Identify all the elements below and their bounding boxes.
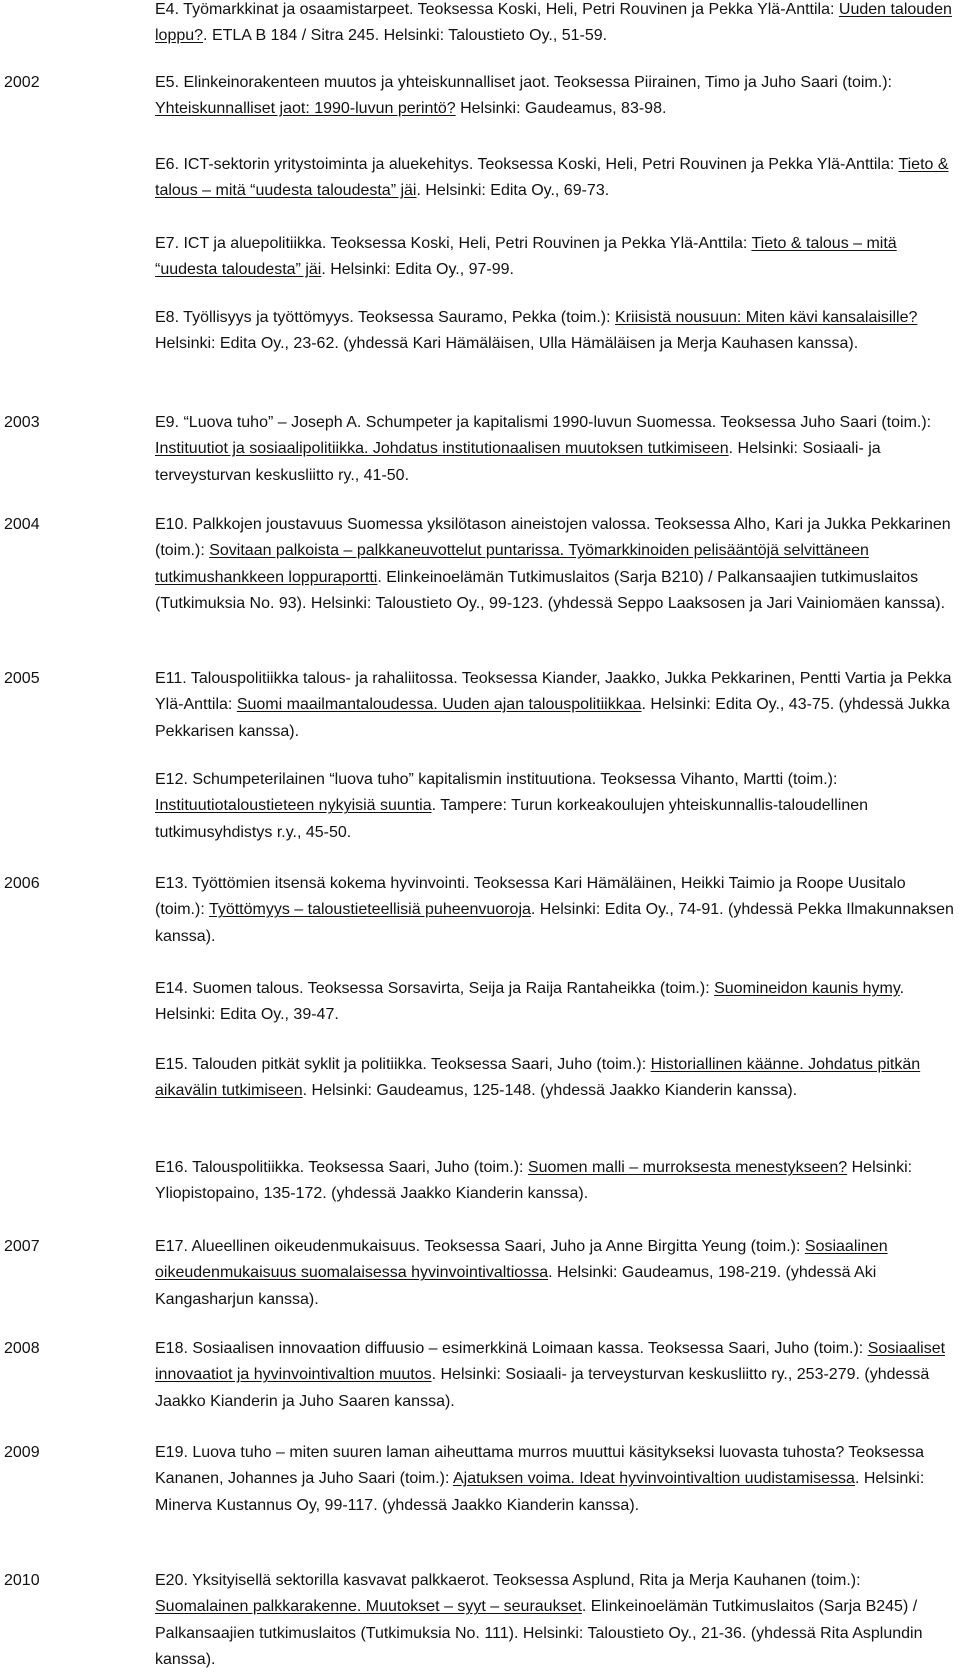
entry-text: E5. Elinkeinorakenteen muutos ja yhteiskunnalliset jaot. Teoksessa Piirainen, Timo ja Juho Saari (toim.): Yhteiskunnalliset jaot: 1990-luvun perintö? Helsinki: Gaudeamus, 83-98.	[155, 74, 892, 118]
entry-text: E10. Palkkojen joustavuus Suomessa yksilötason aineistojen valossa. Teoksessa Alho, Kari ja Jukka Pekkarinen (toim.): Sovitaan palkoista – palkkaneuvottelut puntarissa. Työmarkkinoiden pelisääntöjä selvittäneen tutkimushankkeen loppuraportti. Elinkeinoelämän Tutkimuslaitos (Sarja B210) / Palkansaajien tutkimuslaitos (Tutkimuksia No. 93). Helsinki: Taloustieto Oy., 99-123. (yhdessä Seppo Laaksosen ja Jari Vainiomäen kanssa).	[155, 516, 951, 612]
entry-text: E17. Alueellinen oikeudenmukaisuus. Teoksessa Saari, Juho ja Anne Birgitta Yeung (toim.): Sosiaalinen oikeudenmukaisuus suomalaisessa hyvinvointivaltiossa. Helsinki: Gaudeamus, 198-219. (yhdessä Aki Kangasharjun kanssa).	[155, 1238, 888, 1308]
entry-text: E6. ICT-sektorin yritystoiminta ja aluekehitys. Teoksessa Koski, Heli, Petri Rouvinen ja Pekka Ylä-Anttila: Tieto & talous – mitä “uudesta taloudesta” jäi. Helsinki: Edita Oy., 69-73.	[155, 156, 949, 200]
entry-text: E14. Suomen talous. Teoksessa Sorsavirta, Seija ja Raija Rantaheikka (toim.): Suomineidon kaunis hymy. Helsinki: Edita Oy., 39-47.	[155, 980, 905, 1024]
entry-text: E8. Työllisyys ja työttömyys. Teoksessa Sauramo, Pekka (toim.): Kriisistä nousuun: Miten kävi kansalaisille? Helsinki: Edita Oy., 23-62. (yhdessä Kari Hämäläisen, Ulla Hämäläisen ja Merja Kauhasen kanssa).	[155, 309, 918, 353]
entry-text: E19. Luova tuho – miten suuren laman aiheuttama murros muuttui käsitykseksi luovasta tuhosta? Teoksessa Kananen, Johannes ja Juho Saari (toim.): Ajatuksen voima. Ideat hyvinvointivaltion uudistamisessa. Helsinki: Minerva Kustannus Oy, 99-117. (yhdessä Jaakko Kianderin kanssa).	[155, 1444, 925, 1514]
entry-year: 2010	[4, 1572, 40, 1589]
entry-year: 2004	[4, 516, 40, 533]
entry-year: 2009	[4, 1444, 40, 1461]
entry-year: 2003	[4, 414, 40, 431]
entry-text: E4. Työmarkkinat ja osaamistarpeet. Teoksessa Koski, Heli, Petri Rouvinen ja Pekka Ylä-Anttila: Uuden talouden loppu?. ETLA B 184 / Sitra 245. Helsinki: Taloustieto Oy., 51-59.	[155, 1, 952, 45]
entry-year: 2005	[4, 670, 40, 687]
entry-text: E12. Schumpeterilainen “luova tuho” kapitalismin instituutiona. Teoksessa Vihanto, Martti (toim.): Instituutiotaloustieteen nykyisiä suuntia. Tampere: Turun korkeakoulujen yhteiskunnallis-taloudellinen tutkimusyhdistys r.y., 45-50.	[155, 771, 869, 841]
entry-text: E16. Talouspolitiikka. Teoksessa Saari, Juho (toim.): Suomen malli – murroksesta menestykseen? Helsinki: Yliopistopaino, 135-172. (yhdessä Jaakko Kianderin kanssa).	[155, 1159, 913, 1203]
entry-text: E13. Työttömien itsensä kokema hyvinvointi. Teoksessa Kari Hämäläinen, Heikki Taimio ja Roope Uusitalo (toim.): Työttömyys – taloustieteellisiä puheenvuoroja. Helsinki: Edita Oy., 74-91. (yhdessä Pekka Ilmakunnaksen kanssa).	[155, 875, 954, 945]
entry-text: E7. ICT ja aluepolitiikka. Teoksessa Koski, Heli, Petri Rouvinen ja Pekka Ylä-Anttila: Tieto & talous – mitä “uudesta taloudesta” jäi. Helsinki: Edita Oy., 97-99.	[155, 235, 897, 279]
entry-year: 2007	[4, 1238, 40, 1255]
entry-text: E15. Talouden pitkät syklit ja politiikka. Teoksessa Saari, Juho (toim.): Historiallinen käänne. Johdatus pitkän aikavälin tutkimiseen. Helsinki: Gaudeamus, 125-148. (yhdessä Jaakko Kianderin kanssa).	[155, 1056, 921, 1100]
entry-year: 2008	[4, 1340, 40, 1357]
entry-text: E18. Sosiaalisen innovaation diffuusio – esimerkkinä Loimaan kassa. Teoksessa Saari, Juho (toim.): Sosiaaliset innovaatiot ja hyvinvointivaltion muutos. Helsinki: Sosiaali- ja terveysturvan keskusliitto ry., 253-279. (yhdessä Jaakko Kianderin ja Juho Saaren kanssa).	[155, 1340, 946, 1410]
entry-year: 2006	[4, 875, 40, 892]
entry-text: E11. Talouspolitiikka talous- ja rahaliitossa. Teoksessa Kiander, Jaakko, Jukka Pekkarinen, Pentti Vartia ja Pekka Ylä-Anttila: Suomi maailmantaloudessa. Uuden ajan talouspolitiikkaa. Helsinki: Edita Oy., 43-75. (yhdessä Jukka Pekkarisen kanssa).	[155, 670, 952, 740]
entry-text: E9. “Luova tuho” – Joseph A. Schumpeter ja kapitalismi 1990-luvun Suomessa. Teoksessa Juho Saari (toim.): Instituutiot ja sosiaalipolitiikka. Johdatus institutionaalisen muutoksen tutkimiseen. Helsinki: Sosiaali- ja terveysturvan keskusliitto ry., 41-50.	[155, 414, 932, 484]
entry-year: 2002	[4, 74, 40, 91]
entry-text: E20. Yksityisellä sektorilla kasvavat palkkaerot. Teoksessa Asplund, Rita ja Merja Kauhanen (toim.): Suomalainen palkkarakenne. Muutokset – syyt – seuraukset. Elinkeinoelämän Tutkimuslaitos (Sarja B245) / Palkansaajien tutkimuslaitos (Tutkimuksia No. 111). Helsinki: Taloustieto Oy., 21-36. (yhdessä Rita Asplundin kanssa).	[155, 1572, 923, 1668]
